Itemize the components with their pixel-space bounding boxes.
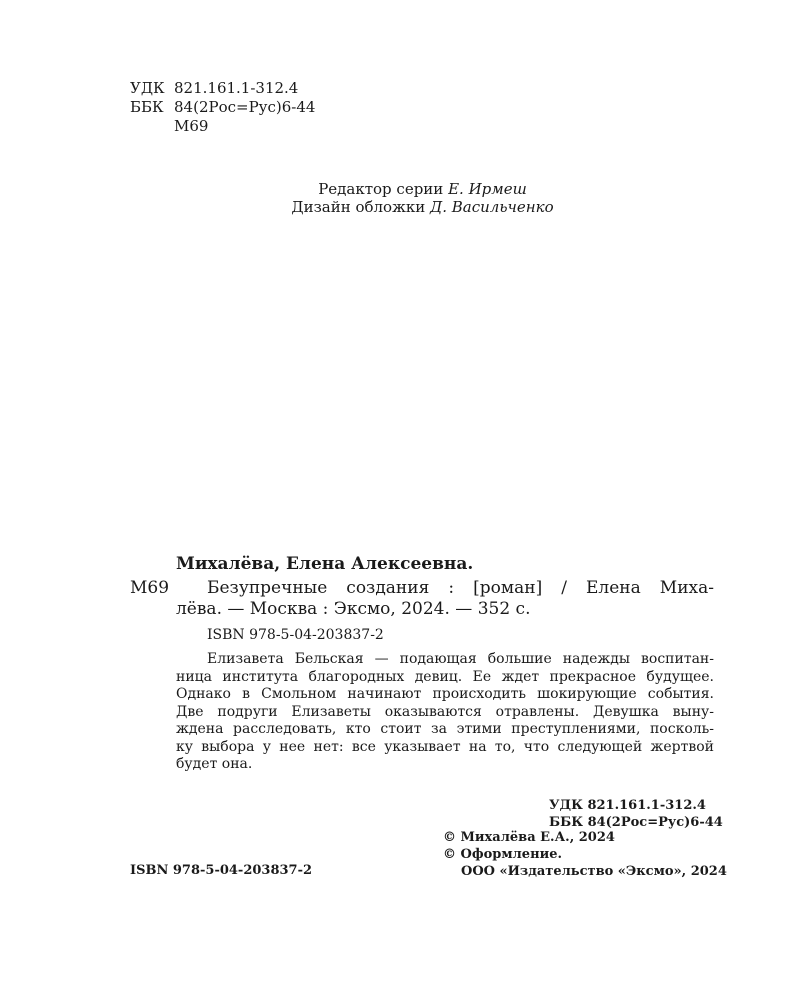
- bbk-line: [130, 98, 315, 117]
- header-codes: [130, 79, 315, 136]
- author-heading: Михалёва, Елена Алексеевна.: [176, 554, 474, 574]
- title-line-1: Безупречные создания : [роман] / Елена Миха-: [207, 578, 714, 598]
- series-editor-label: Редактор серии: [318, 180, 444, 198]
- cover-design-name: Д. Васильченко: [430, 198, 554, 216]
- udk-line: [130, 79, 315, 98]
- udk-value: 821.161.1-312.4: [174, 79, 299, 97]
- annotation-line-3: Однако в Смольном начинают происходить шокирующие события.: [176, 686, 714, 702]
- copyright-line-3: ООО «Издательство «Эксмо», 2024: [461, 864, 727, 879]
- annotation-line-4: Две подруги Елизаветы оказываются отравлены. Девушка выну-: [176, 703, 714, 720]
- annotation-line-2: ница института благородных девиц. Ее ждет прекрасное будущее.: [176, 668, 714, 685]
- entry-bbk: ББК 84(2Рос=Рус)6-44: [549, 815, 723, 830]
- catalog-mark: М69: [130, 578, 170, 598]
- cover-design-line: [0, 197, 800, 217]
- annotation-line-5: ждена расследовать, кто стоит за этими преступлениями, посколь-: [176, 721, 714, 737]
- annotation-line-6: ку выбора у нее нет: все указывает на то, что следующей жертвой: [176, 738, 714, 755]
- author-mark-line: [130, 117, 315, 136]
- annotation-line-1: Елизавета Бельская — подающая большие надежды воспитан-: [207, 651, 714, 667]
- author-mark: М69: [174, 117, 209, 135]
- cover-design-label: Дизайн обложки: [291, 198, 426, 216]
- bbk-label: ББК: [130, 98, 164, 116]
- udk-label: УДК: [130, 79, 165, 97]
- copyright-line-2: © Оформление.: [443, 847, 563, 862]
- title-line-2: лёва. — Москва : Эксмо, 2024. — 352 с.: [176, 599, 531, 619]
- bbk-value: 84(2Рос=Рус)6-44: [174, 98, 316, 116]
- entry-udk: УДК 821.161.1-312.4: [549, 798, 706, 813]
- copyright-line-1: © Михалёва Е.А., 2024: [443, 830, 615, 845]
- series-editor-name: Е. Ирмеш: [448, 180, 527, 198]
- bottom-isbn: ISBN 978-5-04-203837-2: [130, 863, 313, 878]
- series-editor-line: [0, 179, 800, 199]
- annotation-line-7: будет она.: [176, 756, 253, 772]
- entry-isbn: ISBN 978-5-04-203837-2: [207, 627, 384, 643]
